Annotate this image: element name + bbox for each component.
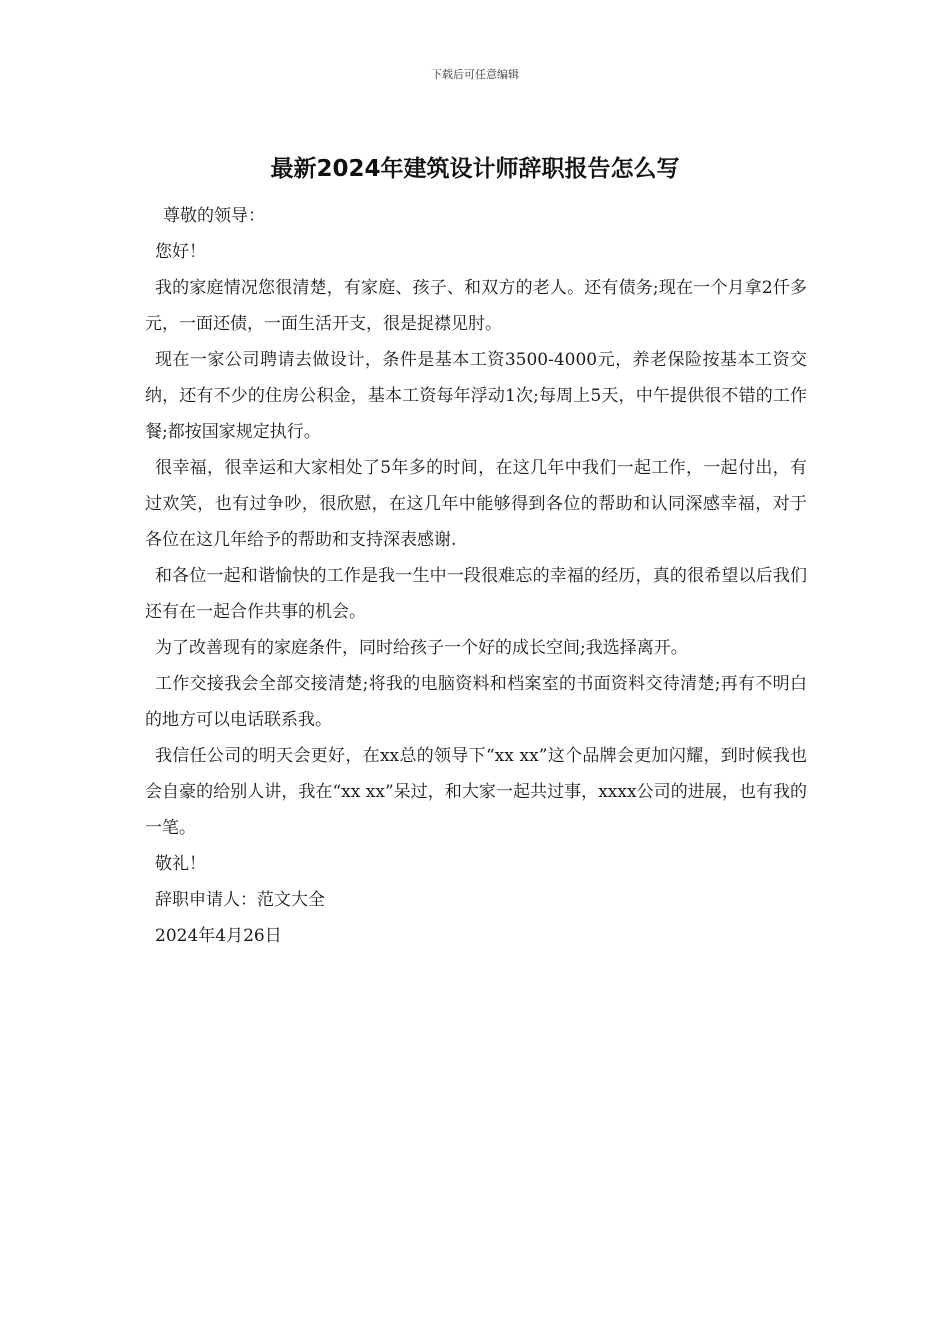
signature: 辞职申请人：范文大全 bbox=[155, 890, 325, 910]
paragraph-family-situation: 我的家庭情况您很清楚，有家庭、孩子、和双方的老人。还有债务;现在一个月拿2仟多元，一面还债，一面生活开支，很是捉襟见肘。 bbox=[145, 278, 807, 334]
page-header-note: 下载后可任意编辑 bbox=[431, 68, 519, 81]
salutation: 尊敬的领导： bbox=[163, 206, 265, 226]
paragraph-new-offer: 现在一家公司聘请去做设计，条件是基本工资3500-4000元，养老保险按基本工资交纳，还有不少的住房公积金，基本工资每年浮动1次;每周上5天，中午提供很不错的工作餐;都按国家规定执行。 bbox=[145, 350, 807, 442]
date: 2024年4月26日 bbox=[155, 926, 282, 946]
paragraph-decision: 为了改善现有的家庭条件，同时给孩子一个好的成长空间;我选择离开。 bbox=[155, 638, 688, 658]
paragraph-memories: 和各位一起和谐愉快的工作是我一生中一段很难忘的幸福的经历，真的很希望以后我们还有在一起合作共事的机会。 bbox=[145, 566, 807, 622]
paragraph-best-wishes: 我信任公司的明天会更好，在xx总的领导下“xx xx”这个品牌会更加闪耀，到时候我也会自豪的给别人讲，我在“xx xx”呆过，和大家一起共过事，xxxx公司的进展，也有我的一笔。 bbox=[145, 746, 807, 838]
paragraph-handover: 工作交接我会全部交接清楚;将我的电脑资料和档案室的书面资料交待清楚;再有不明白的地方可以电话联系我。 bbox=[145, 674, 807, 730]
paragraph-gratitude: 很幸福，很幸运和大家相处了5年多的时间，在这几年中我们一起工作，一起付出，有过欢笑，也有过争吵，很欣慰，在这几年中能够得到各位的帮助和认同深感幸福，对于各位在这几年给予的帮助和支持深表感谢. bbox=[145, 458, 807, 550]
closing: 敬礼！ bbox=[155, 854, 206, 874]
greeting: 您好！ bbox=[155, 242, 206, 262]
document-title: 最新2024年建筑设计师辞职报告怎么写 bbox=[270, 156, 680, 182]
document-body bbox=[145, 198, 807, 954]
